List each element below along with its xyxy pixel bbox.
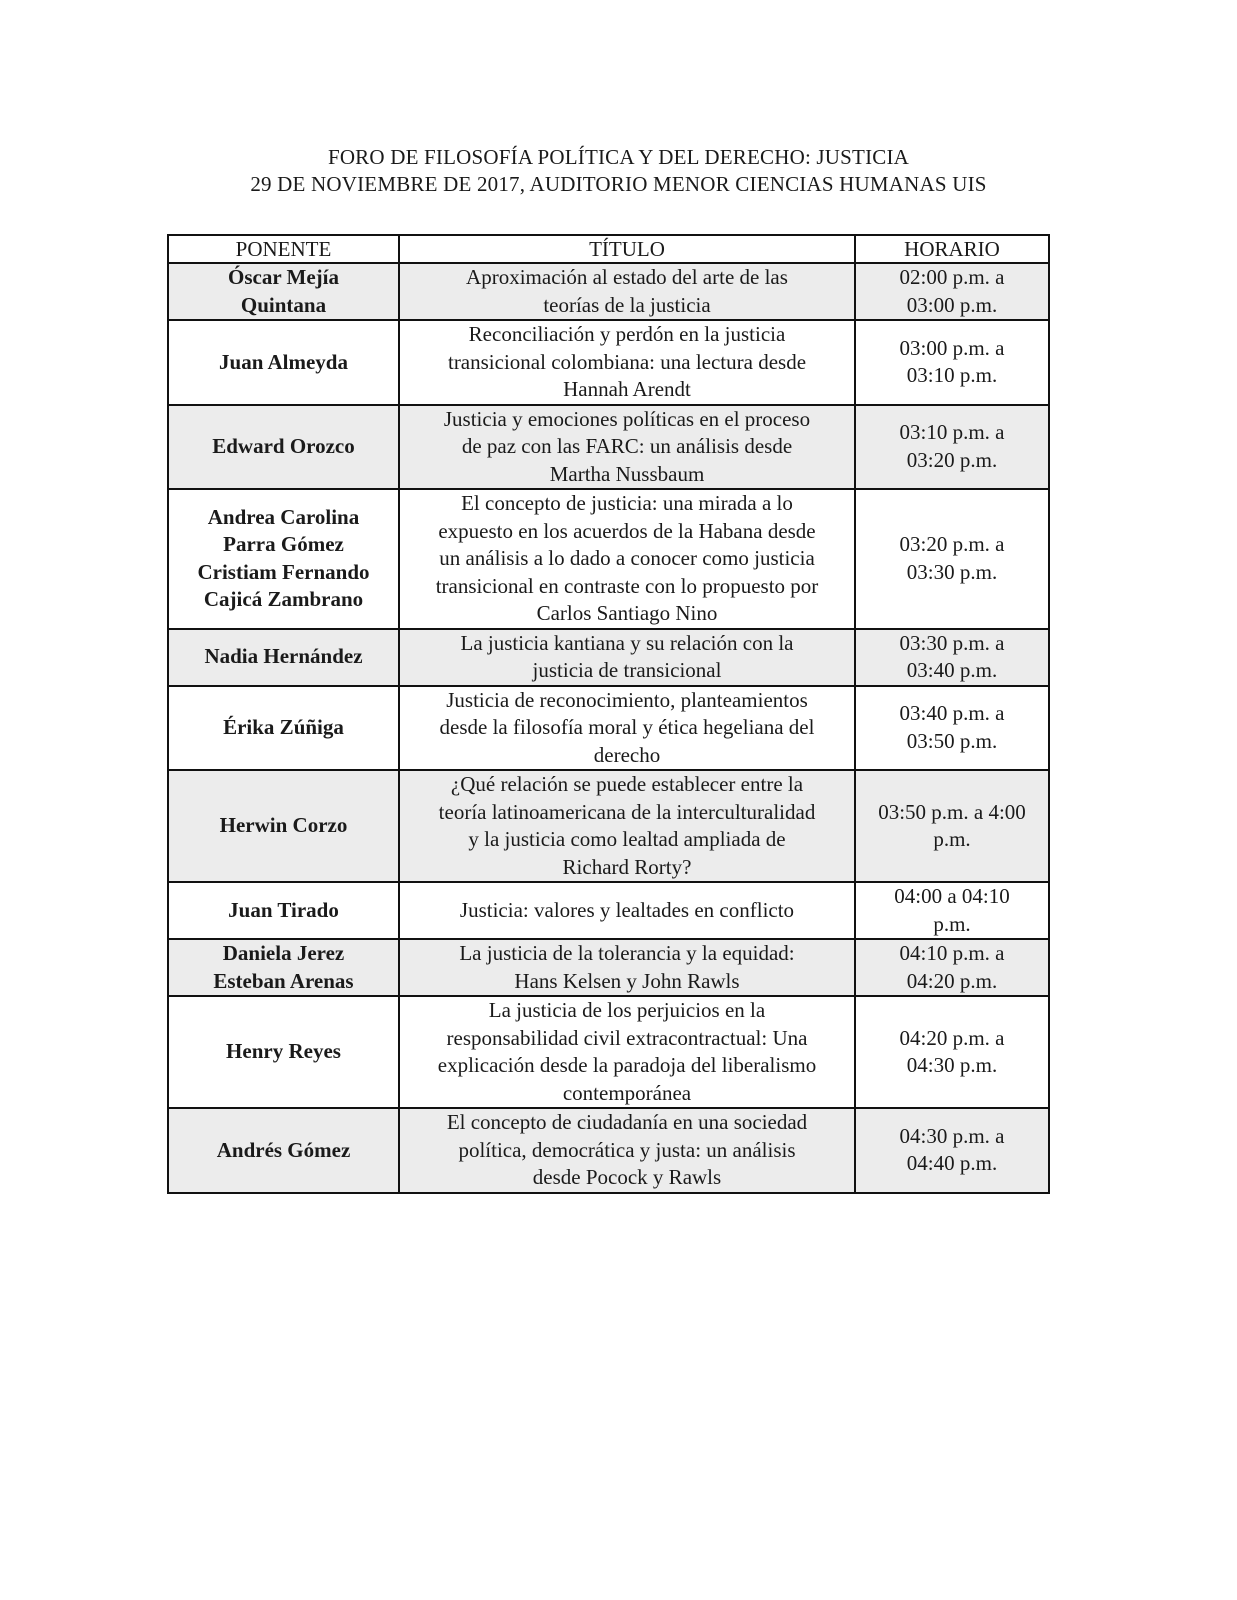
speaker-cell: [168, 405, 399, 490]
title-line: responsabilidad civil extracontractual: Una: [446, 1025, 808, 1050]
title-line: derecho: [593, 742, 661, 767]
table-row: [168, 263, 1049, 320]
time-line: 03:10 p.m.: [906, 363, 998, 388]
time-line: 04:30 p.m. a: [899, 1123, 1005, 1148]
time-line: 03:40 p.m. a: [899, 701, 1005, 726]
title-line: ¿Qué relación se puede establecer entre la: [450, 772, 804, 796]
title-line: contemporánea: [562, 1080, 692, 1105]
table-row: [168, 405, 1049, 490]
column-header-speaker: PONENTE: [168, 235, 399, 263]
title-line: La justicia de la tolerancia y la equidad:: [459, 941, 795, 965]
speaker-line: Érika Zúñiga: [223, 715, 344, 739]
title-cell: [399, 629, 855, 686]
speaker-cell: [168, 629, 399, 686]
title-line: Hannah Arendt: [563, 377, 691, 401]
title-cell: [399, 320, 855, 405]
title-line: Richard Rorty?: [562, 854, 692, 879]
time-cell: [855, 405, 1049, 490]
event-title: FORO DE FILOSOFÍA POLÍTICA Y DEL DERECHO: JUSTICIA: [327, 145, 910, 169]
title-line: un análisis a lo dado a conocer como justicia: [439, 546, 815, 570]
header-row: [168, 235, 1049, 263]
title-line: de paz con las FARC: un análisis desde: [461, 434, 793, 458]
title-line: transicional en contraste con lo propuesto por: [435, 573, 819, 598]
time-cell: [855, 882, 1049, 939]
speaker-line: Edward Orozco: [212, 434, 355, 458]
speaker-cell: [168, 686, 399, 771]
title-line: desde Pocock y Rawls: [532, 1165, 722, 1189]
speaker-line: Esteban Arenas: [213, 968, 354, 993]
speaker-cell: [168, 996, 399, 1108]
speaker-line: Cristiam Fernando: [197, 559, 370, 584]
time-line: 03:50 p.m. a 4:00: [878, 799, 1026, 824]
speaker-line: Parra Gómez: [223, 532, 344, 557]
time-line: 03:00 p.m.: [906, 292, 998, 317]
time-line: 04:30 p.m.: [906, 1053, 998, 1077]
table-row: [168, 686, 1049, 771]
column-header-time: HORARIO: [855, 235, 1049, 263]
speaker-line: Henry Reyes: [226, 1039, 341, 1064]
table-row: [168, 770, 1049, 882]
time-line: p.m.: [933, 827, 971, 851]
time-cell: [855, 489, 1049, 629]
title-line: El concepto de ciudadanía en una sociedad: [446, 1110, 808, 1134]
time-line: 04:20 p.m.: [906, 968, 998, 993]
column-header-title: TÍTULO: [399, 235, 855, 263]
time-line: 03:10 p.m. a: [899, 420, 1005, 445]
table-row: [168, 629, 1049, 686]
time-line: 04:10 p.m. a: [899, 941, 1005, 965]
time-line: 04:20 p.m. a: [899, 1025, 1005, 1050]
document-heading: [0, 144, 1237, 198]
title-cell: [399, 263, 855, 320]
title-cell: [399, 996, 855, 1108]
time-line: p.m.: [933, 911, 971, 936]
speaker-line: Nadia Hernández: [204, 644, 363, 669]
title-cell: [399, 882, 855, 939]
title-line: Justicia: valores y lealtades en conflicto: [459, 897, 795, 922]
title-line: El concepto de justicia: una mirada a lo: [461, 491, 793, 515]
table-row: [168, 320, 1049, 405]
title-line: La justicia kantiana y su relación con la: [460, 630, 794, 655]
speaker-line: Cajicá Zambrano: [203, 587, 364, 612]
time-line: 03:30 p.m.: [906, 559, 998, 584]
time-cell: [855, 629, 1049, 686]
time-cell: [855, 996, 1049, 1108]
time-line: 03:40 p.m.: [906, 658, 998, 682]
title-line: Reconciliación y perdón en la justicia: [468, 322, 786, 346]
time-line: 03:20 p.m.: [906, 447, 998, 472]
time-cell: [855, 320, 1049, 405]
time-cell: [855, 263, 1049, 320]
title-line: explicación desde la paradoja del liberalismo: [437, 1053, 817, 1077]
time-cell: [855, 770, 1049, 882]
title-line: Martha Nussbaum: [549, 461, 705, 486]
title-line: teoría latinoamericana de la interculturalidad: [438, 799, 816, 824]
time-line: 03:00 p.m. a: [899, 335, 1005, 360]
speaker-line: Juan Tirado: [228, 897, 339, 922]
schedule-table-header: [168, 235, 1049, 263]
speaker-line: Quintana: [240, 292, 327, 317]
title-line: y la justicia como lealtad ampliada de: [468, 827, 786, 851]
title-line: teorías de la justicia: [543, 292, 711, 317]
title-cell: [399, 770, 855, 882]
speaker-line: Juan Almeyda: [219, 349, 348, 374]
speaker-cell: [168, 939, 399, 996]
schedule-table-body: [168, 263, 1049, 1193]
time-line: 02:00 p.m. a: [899, 265, 1005, 289]
time-cell: [855, 1108, 1049, 1193]
title-line: expuesto en los acuerdos de la Habana desde: [438, 518, 816, 543]
title-line: Justicia de reconocimiento, planteamientos: [446, 687, 808, 712]
table-row: [168, 996, 1049, 1108]
table-row: [168, 882, 1049, 939]
title-cell: [399, 686, 855, 771]
speaker-cell: [168, 882, 399, 939]
title-line: Justicia y emociones políticas en el proceso: [443, 406, 811, 431]
title-cell: [399, 939, 855, 996]
speaker-line: Daniela Jerez: [222, 941, 345, 965]
title-line: desde la filosofía moral y ética hegeliana del: [439, 715, 815, 739]
speaker-line: Andrea Carolina: [207, 504, 360, 529]
time-cell: [855, 686, 1049, 771]
title-line: La justicia de los perjuicios en la: [488, 998, 766, 1022]
event-date-venue: 29 DE NOVIEMBRE DE 2017, AUDITORIO MENOR CIENCIAS HUMANAS UIS: [250, 172, 987, 196]
schedule-table: [167, 234, 1050, 1194]
title-cell: [399, 1108, 855, 1193]
speaker-cell: [168, 489, 399, 629]
title-cell: [399, 405, 855, 490]
title-line: transicional colombiana: una lectura desde: [447, 349, 807, 374]
speaker-cell: [168, 1108, 399, 1193]
table-row: [168, 1108, 1049, 1193]
table-row: [168, 939, 1049, 996]
title-line: Carlos Santiago Nino: [536, 601, 718, 625]
speaker-line: Óscar Mejía: [228, 265, 339, 289]
title-cell: [399, 489, 855, 629]
speaker-cell: [168, 770, 399, 882]
title-line: justicia de transicional: [532, 658, 722, 682]
title-line: política, democrática y justa: un análisis: [458, 1137, 796, 1162]
title-line: Hans Kelsen y John Rawls: [514, 968, 740, 993]
speaker-cell: [168, 263, 399, 320]
time-cell: [855, 939, 1049, 996]
speaker-line: Herwin Corzo: [219, 813, 348, 838]
title-line: Aproximación al estado del arte de las: [466, 265, 788, 289]
time-line: 03:30 p.m. a: [899, 630, 1005, 655]
speaker-line: Andrés Gómez: [216, 1137, 351, 1162]
time-line: 03:20 p.m. a: [899, 532, 1005, 557]
time-line: 03:50 p.m.: [906, 728, 998, 753]
speaker-cell: [168, 320, 399, 405]
table-row: [168, 489, 1049, 629]
time-line: 04:40 p.m.: [906, 1151, 998, 1176]
time-line: 04:00 a 04:10: [894, 884, 1010, 908]
